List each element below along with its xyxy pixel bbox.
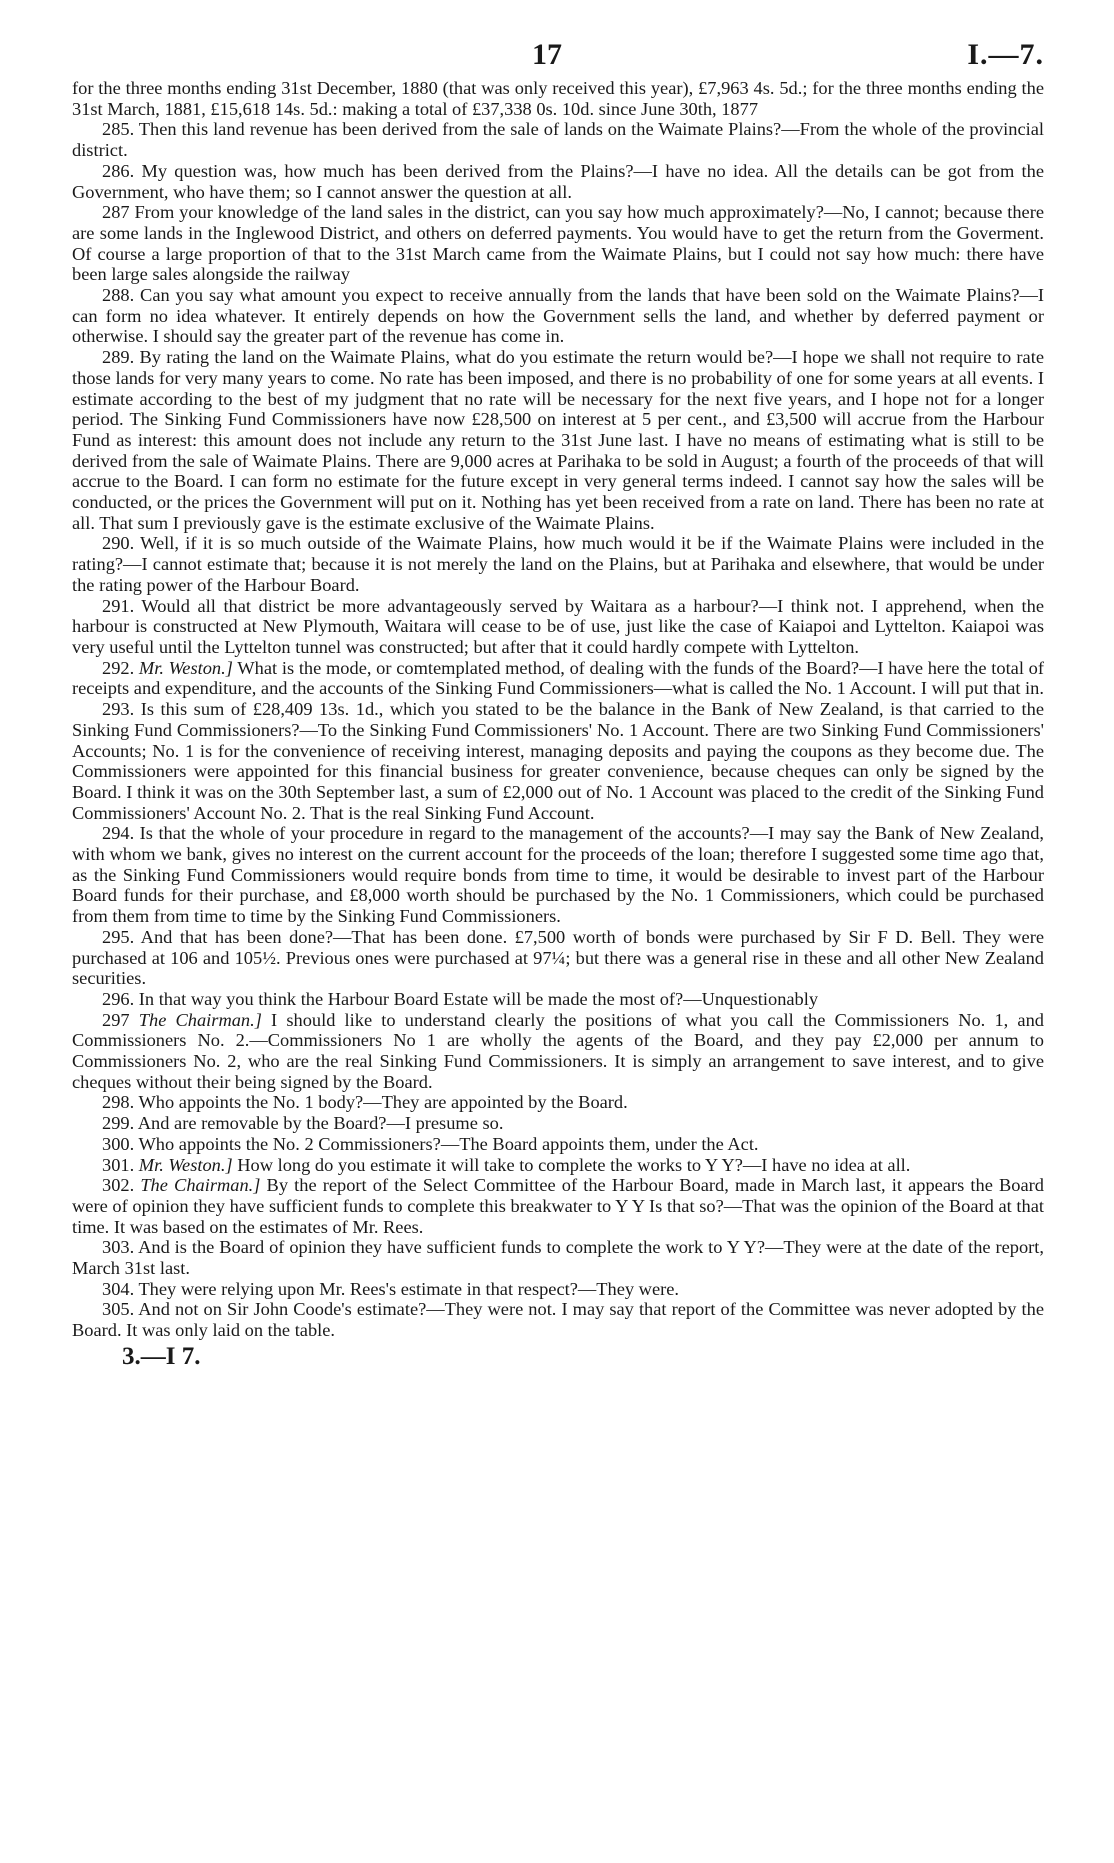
paragraph: 299. And are removable by the Board?—I presume so. [102, 1113, 504, 1134]
paragraph: 305. And not on Sir John Coode's estimate?—They were not. I may say that report of the Committee was never adopted by the Board. It was only laid on the table. [72, 1299, 1044, 1341]
paragraph: 292. Mr. Weston.] What is the mode, or comtemplated method, of dealing with the funds of the Board?—I have here the total of receipts and expenditure, and the accounts of the Sinking Fund Commissioners—what is called the No. 1 Account. I will put that in. [72, 657, 1044, 699]
paragraph: 285. Then this land revenue has been derived from the sale of lands on the Waimate Plains?—From the whole of the provincial district. [72, 119, 1044, 161]
page-header [72, 38, 1044, 78]
paragraph: 300. Who appoints the No. 2 Commissioners?—The Board appoints them, under the Act. [102, 1133, 759, 1154]
paragraph: 296. In that way you think the Harbour Board Estate will be made the most of?—Unquestionably [102, 988, 819, 1009]
document-reference: I.—7. [967, 38, 1044, 71]
paragraph: 297 The Chairman.] I should like to understand clearly the positions of what you call the Commissioners No. 1, and Commissioners No. 2.—Commissioners No 1 are wholly the agents of the Board, and they pay £2,000 per annum to Commissioners No. 2, who are the real Sinking Fund Commissioners. It is simply an arrangement to save interest, and to give cheques without their being signed by the Board. [72, 1009, 1044, 1092]
speaker-name: Mr. Weston.] [138, 657, 233, 678]
paragraph: 301. Mr. Weston.] How long do you estimate it will take to complete the works to Y Y?—I have no idea at all. [102, 1154, 911, 1175]
body-text [72, 78, 1044, 1341]
paragraph: for the three months ending 31st December, 1880 (that was only received this year), £7,963 4s. 5d.; for the three months ending the 31st March, 1881, £15,618 14s. 5d.: making a total of £37,338 0s. 10d. since June 30th, 1877 [72, 78, 1044, 119]
paragraph: 286. My question was, how much has been derived from the Plains?—I have no idea. All the details can be got from the Government, who have them; so I cannot answer the question at all. [72, 160, 1044, 202]
question-number: 297 [102, 1009, 130, 1030]
paragraph: 290. Well, if it is so much outside of the Waimate Plains, how much would it be if the Waimate Plains were included in the rating?—I cannot estimate that; because it is not merely the land on the Plains, but at Parihaka and elsewhere, that would be under the rating power of the Harbour Board. [72, 533, 1044, 595]
paragraph: 293. Is this sum of £28,409 13s. 1d., which you stated to be the balance in the Bank of New Zealand, is that carried to the Sinking Fund Commissioners?—To the Sinking Fund Commissioners' No. 1 Account. There are two Sinking Fund Commissioners' Accounts; No. 1 is for the convenience of receiving interest, managing deposits and paying the coupons as they become due. The Commissioners were appointed for this financial business for greater convenience, because cheques can only be signed by the Board. I think it was on the 30th September last, a sum of £2,000 out of No. 1 Account was placed to the credit of the Sinking Fund Commissioners' Account No. 2. That is the real Sinking Fund Account. [72, 699, 1044, 823]
speaker-name: Mr. Weston.] [138, 1154, 233, 1175]
signature-mark: 3.—I 7. [122, 1342, 201, 1370]
paragraph: 302. The Chairman.] By the report of the Select Committee of the Harbour Board, made in March last, it appears the Board were of opinion they have sufficient funds to complete this breakwater to Y Y Is that so?—That was the opinion of the Board at that time. It was based on the estimates of Mr. Rees. [72, 1175, 1044, 1237]
paragraph: 303. And is the Board of opinion they have sufficient funds to complete the work to Y Y?—They were at the date of the report, March 31st last. [72, 1237, 1044, 1279]
speaker-name: The Chairman.] [140, 1175, 261, 1196]
paragraph: 304. They were relying upon Mr. Rees's estimate in that respect?—They were. [102, 1278, 679, 1299]
document-page [72, 38, 1044, 1371]
paragraph: 289. By rating the land on the Waimate Plains, what do you estimate the return would be?—I hope we shall not require to rate those lands for very many years to come. No rate has been imposed, and there is no probability of one for some years at all events. I estimate according to the best of my judgment that no rate will be necessary for the next five years, and I hope not for a longer period. The Sinking Fund Commissioners have now £28,500 on interest at 5 per cent., and £3,500 will accrue from the Harbour Fund as interest: this amount does not include any return to the 31st June last. I have no means of estimating what is still to be derived from the sale of Waimate Plains. There are 9,000 acres at Parihaka to be sold in August; a fourth of the proceeds of that will accrue to the Board. I can form no estimate for the future except in very general terms indeed. I cannot say how the sales will be conducted, or the prices the Government will put on it. Nothing has yet been received from a rate on land. There has been no rate at all. That sum I previously gave is the estimate exclusive of the Waimate Plains. [72, 347, 1044, 533]
speaker-name: The Chairman.] [138, 1009, 262, 1030]
paragraph: 291. Would all that district be more advantageously served by Waitara as a harbour?—I think not. I apprehend, when the harbour is constructed at New Plymouth, Waitara will cease to be of use, just like the case of Kaiapoi and Lyttelton. Kaiapoi was very useful until the Lyttelton tunnel was constructed; but after that it could hardly compete with Lyttelton. [72, 595, 1044, 657]
paragraph: 298. Who appoints the No. 1 body?—They are appointed by the Board. [102, 1092, 628, 1113]
paragraph: 288. Can you say what amount you expect to receive annually from the lands that have been sold on the Waimate Plains?—I can form no idea whatever. It entirely depends on how the Government sells the land, and whether by deferred payment or otherwise. I should say the greater part of the revenue has come in. [72, 285, 1044, 347]
paragraph: 295. And that has been done?—That has been done. £7,500 worth of bonds were purchased by Sir F D. Bell. They were purchased at 106 and 105½. Previous ones were purchased at 97¼; but there was a general rise in these and all other New Zealand securities. [72, 926, 1044, 989]
question-number: 302. [102, 1175, 135, 1196]
paragraph: 294. Is that the whole of your procedure in regard to the management of the accounts?—I may say the Bank of New Zealand, with whom we bank, gives no interest on the current account for the proceeds of the loan; therefore I suggested some time ago that, as the Sinking Fund Commissioners would require bonds from time to time, it would be desirable to invest part of the Harbour Board funds for their purchase, and £8,000 worth should be purchased by the No. 1 Commissioners, which could be purchased from them from time to time by the Sinking Fund Commissioners. [72, 823, 1044, 927]
paragraph: 287 From your knowledge of the land sales in the district, can you say how much approximately?—No, I cannot; because there are some lands in the Inglewood District, and others on deferred payments. You would have to get the return from the Goverment. Of course a large proportion of that to the 31st March came from the Waimate Plains, but I could not say how much: there have been large sales alongside the railway [72, 202, 1044, 285]
page-number: 17 [532, 38, 562, 71]
question-number: 301. [102, 1154, 135, 1175]
question-number: 292. [102, 657, 135, 678]
